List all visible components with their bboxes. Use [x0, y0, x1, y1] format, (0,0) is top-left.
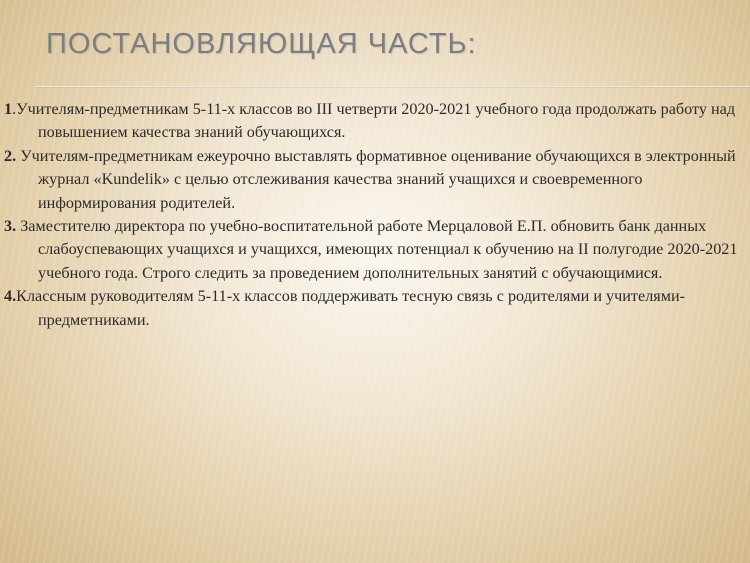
resolution-item-1 [4, 98, 742, 145]
item-number: 1 [4, 100, 13, 118]
resolution-list [4, 98, 742, 332]
item-text: Классным руководителям 5-11-х классов поддерживать тесную связь с родителями и учителями-предметниками. [16, 287, 686, 329]
item-text: Заместителю директора по учебно-воспитательной работе Мерцаловой Е.П. обновить банк данных слабоуспевающих учащихся и учащихся, имеющих потенциал к обучению на II полугодие 2020-2021 учебного года. Строго следить за проведением дополнительных занятий с обучающимися. [16, 217, 738, 282]
resolution-item-3 [4, 215, 742, 285]
item-number: 4. [4, 287, 17, 306]
item-number: 3. [4, 217, 17, 236]
item-text: Учителям-предметникам ежеурочно выставлять формативное оценивание обучающихся в электронный журнал «Kundelik» с целью отслеживания качества знаний учащихся и своевременного информирования родителей. [16, 146, 736, 212]
resolution-item-2 [4, 145, 742, 215]
item-text: .Учителям-предметникам 5-11-х классов во III четверти 2020-2021 учебного года продолжать работу над повышением качества знаний обучающихся. [12, 100, 736, 142]
slide-title: ПОСТАНОВЛЯЮЩАЯ ЧАСТЬ: [46, 28, 477, 60]
item-number: 2. [4, 146, 17, 165]
title-divider [34, 86, 750, 87]
resolution-item-4 [4, 285, 742, 332]
